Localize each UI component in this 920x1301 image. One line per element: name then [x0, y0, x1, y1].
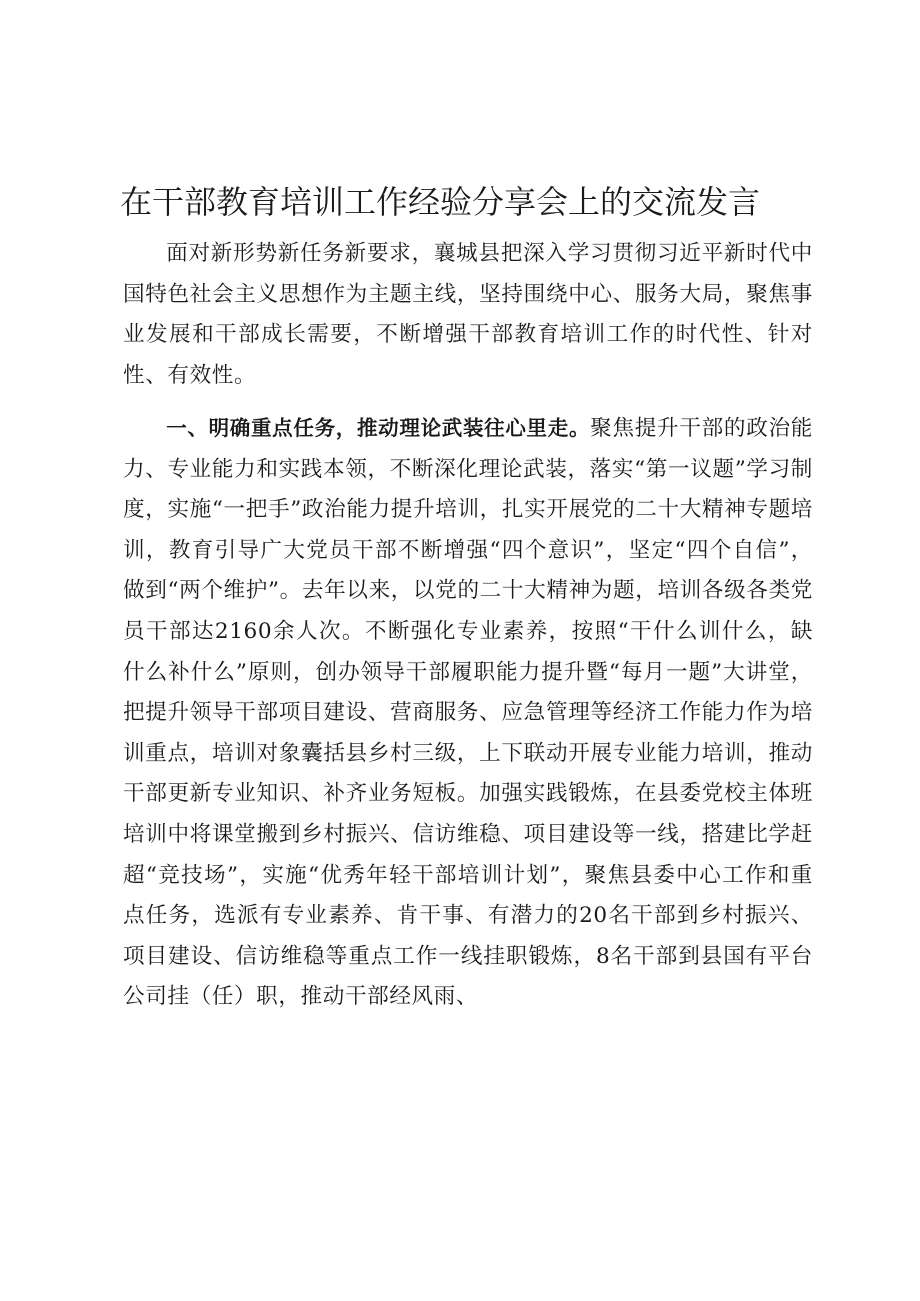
section-1-body: 聚焦提升干部的政治能力、专业能力和实践本领，不断深化理论武装，落实“第一议题”学习制度，实施“一把手”政治能力提升培训，扎实开展党的二十大精神专题培训，教育引导广大党员干部不断增强“四个意识”，坚定“四个自信”，做到“两个维护”。去年以来，以党的二十大精神为题，培训各级各类党员干部达2160余人次。不断强化专业素养，按照“干什么训什么，缺什么补什么”原则，创办领导干部履职能力提升暨“每月一题”大讲堂，把提升领导干部项目建设、营商服务、应急管理等经济工作能力作为培训重点，培训对象囊括县乡村三级，上下联动开展专业能力培训，推动干部更新专业知识、补齐业务短板。加强实践锻炼，在县委党校主体班培训中将课堂搬到乡村振兴、信访维稳、项目建设等一线，搭建比学赶超“竞技场”，实施“优秀年轻干部培训计划”，聚焦县委中心工作和重点任务，选派有专业素养、肯干事、有潜力的20名干部到乡村振兴、项目建设、信访维稳等重点工作一线挂职锻炼，8名干部到县国有平台公司挂（任）职，推动干部经风雨、	[123, 416, 813, 1010]
section-1-paragraph	[123, 408, 813, 1018]
intro-paragraph: 面对新形势新任务新要求，襄城县把深入学习贯彻习近平新时代中国特色社会主义思想作为主题主线，坚持围绕中心、服务大局，聚焦事业发展和干部成长需要，不断增强干部教育培训工作的时代性、针对性、有效性。	[123, 241, 813, 388]
document-title: 在干部教育培训工作经验分享会上的交流发言	[120, 183, 761, 221]
section-1-heading: 一、明确重点任务，推动理论武装往心里走。	[166, 416, 591, 440]
